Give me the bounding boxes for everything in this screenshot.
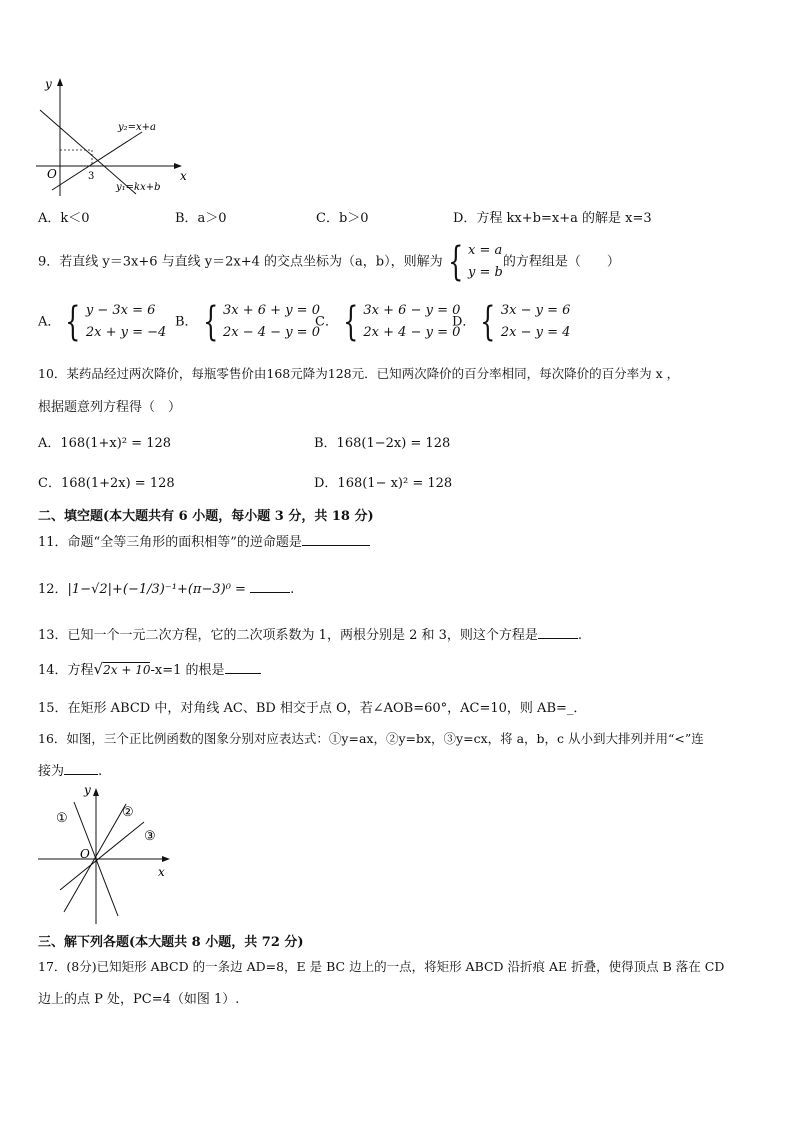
- q9-brace: {: [447, 239, 463, 285]
- q10-option-c: C．168(1+2x) = 128: [38, 476, 175, 491]
- q9-solution-system: [468, 240, 503, 284]
- graph2-line2-label: ②: [122, 805, 134, 820]
- graph2-y-axis-label: y: [84, 783, 91, 797]
- q9-option-c: C． { 3x + 6 − y = 0 2x + 4 − y = 0: [315, 299, 461, 345]
- q16-line1: 16．如图，三个正比例函数的图象分别对应表达式：①y=ax，②y=bx，③y=cx，将 a，b，c 从小到大排列并用“<”连: [38, 731, 704, 746]
- q8-option-a: A．k＜0: [38, 211, 90, 226]
- graph1-line1-label: y₁=kx+b: [116, 182, 161, 193]
- q14: 14．方程√2x + 10-x=1 的根是: [38, 659, 261, 678]
- q10-option-a: A．168(1+x)² = 128: [38, 436, 172, 451]
- q9-option-b: B． { 3x + 6 + y = 0 2x − 4 − y = 0: [175, 299, 320, 345]
- q8-option-c: C．b＞0: [316, 211, 369, 226]
- q14-sqrt-sign: √: [93, 660, 104, 678]
- q10-option-d: D．168(1− x)² = 128: [314, 476, 453, 491]
- graph-proportional-functions: [34, 782, 184, 928]
- q16-line2: 接为 .: [38, 764, 103, 779]
- q12-blank: [250, 580, 290, 593]
- q11: 11．命题“全等三角形的面积相等”的逆命题是: [38, 531, 370, 550]
- graph1-tick-3: 3: [88, 171, 95, 182]
- graph1-y-axis-label: y: [45, 77, 52, 91]
- graph2-line3-label: ③: [144, 829, 156, 844]
- q9-sys-bottom: y = b: [468, 265, 503, 280]
- q9-option-d: D． { 3x − y = 6 2x − y = 4: [452, 299, 571, 345]
- q12: 12．|1−√2|+(−1/3)⁻¹+(π−3)⁰ = .: [38, 582, 295, 597]
- q9-option-a: A． { y − 3x = 6 2x + y = −4: [38, 299, 167, 345]
- graph1-line2-label: y₂=x+a: [118, 122, 157, 133]
- q15: 15．在矩形 ABCD 中，对角线 AC、BD 相交于点 O，若∠AOB=60°，AC=10，则 AB=_．: [38, 701, 587, 716]
- section-2-heading: 二、填空题(本大题共有 6 小题，每小题 3 分，共 18 分): [38, 509, 374, 524]
- q17-line2: 边上的点 P 处，PC=4（如图 1）.: [38, 992, 240, 1007]
- q14-blank: [225, 661, 261, 674]
- q17-line1: 17．(8分)已知矩形 ABCD 的一条边 AD=8，E 是 BC 边上的一点，将矩形 ABCD 沿折痕 AE 折叠，使得顶点 B 落在 CD: [38, 959, 725, 974]
- q8-option-d: D．方程 kx+b=x+a 的解是 x=3: [453, 211, 652, 226]
- graph1-origin-label: O: [47, 167, 57, 181]
- q12-expression: |1−√2|+(−1/3)⁻¹+(π−3)⁰ =: [67, 582, 246, 597]
- q9-sys-top: x = a: [468, 243, 503, 258]
- section-3-heading: 三、解下列各题(本大题共 8 小题，共 72 分): [38, 935, 304, 950]
- q10-line2: 根据题意列方程得（ ）: [38, 400, 182, 415]
- q9-text-before: 9．若直线 y＝3x+6 与直线 y＝2x+4 的交点坐标为（a，b），则解为: [38, 254, 443, 270]
- q11-blank: [302, 533, 370, 546]
- q13: 13．已知一个一元二次方程，它的二次项系数为 1，两根分别是 2 和 3，则这个方程是 .: [38, 628, 583, 643]
- q16-blank: [64, 762, 98, 775]
- graph2-origin-label: O: [80, 847, 90, 861]
- q13-blank: [538, 626, 578, 639]
- q14-sqrt-radicand: 2x + 10: [103, 663, 151, 677]
- q9-text-after: 的方程组是（ ）: [502, 254, 620, 270]
- graph2-line1-label: ①: [56, 811, 68, 826]
- graph2-x-axis-label: x: [158, 865, 165, 879]
- graph1-x-axis-label: x: [180, 169, 187, 183]
- q8-option-b: B．a＞0: [175, 211, 227, 226]
- q9-stem: [38, 240, 620, 284]
- q10-option-b: B．168(1−2x) = 128: [314, 436, 451, 451]
- q10-line1: 10．某药品经过两次降价，每瓶零售价由168元降为128元．已知两次降价的百分率相同，每次降价的百分率为 x ，: [38, 366, 680, 381]
- graph-lines-y1-y2: [30, 72, 200, 200]
